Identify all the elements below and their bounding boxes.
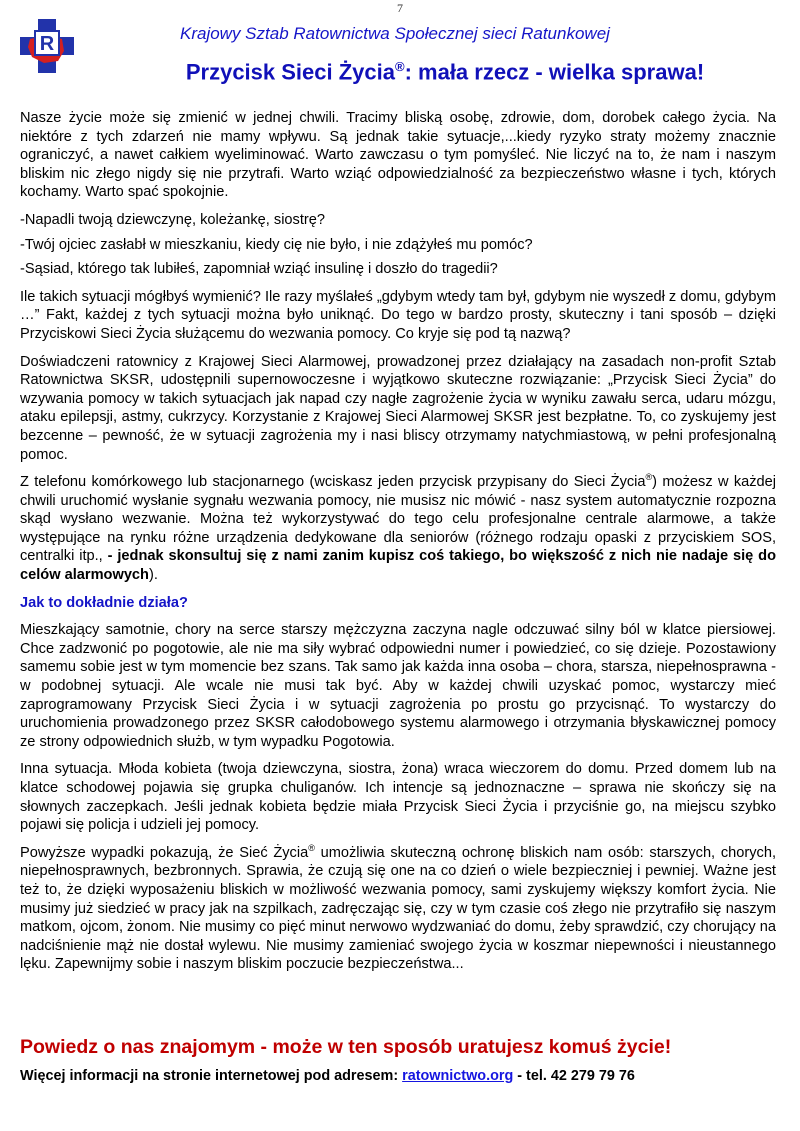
paragraph-example-1: Mieszkający samotnie, chory na serce starszy mężczyzna zaczyna nagle odczuwać silny ból w klatce piersiowej. Chce zadzwonić po pogotowie, ale nie ma siły wybrać odpowiedni numer i powiedzieć, co się dzieje. Pozostawiony samemu sobie jest w tym momencie bez szans. Tak samo jak każda inna osoba – chora, starsza, niepełnosprawna - w podobnej sytuacji. Ale wcale nie musi tak być. Aby w każdej chwili uzyskać pomoc, wystarczy mieć zaprogramowany Przycisk Sieci Życia i w sytuacji zagrożenia po prostu go przycisnąć. To wystarczy do uruchomienia prowadzonego przez SKSR całodobowego systemu alarmowego i otrzymania błyskawicznej pomocy ze strony odpowiednich służb, w tym wypadku Pogotowia.: [20, 622, 776, 750]
organization-logo: [18, 17, 76, 75]
page-number: 7: [397, 1, 403, 15]
paragraph-phone-middle: ) możesz w każdej chwili uruchomić wysłanie sygnału wezwania pomocy, nie musisz nic mówić - nasz system automatycznie rozpozna skąd wysłano wezwanie. Można też wykorzystywać do tego celu profesjonalne centrale alarmowe, a także występujące na rynku różne urządzenia dedykowane dla seniorów (różnego rodzaju opaski z przyciskiem SOS, centralki itp.,: [20, 474, 777, 565]
paragraph-phone-warning: - jednak skonsultuj się z nami zanim kupisz coś takiego, bo większość z nich nie nadaje się do celów alarmowych: [20, 548, 777, 584]
paragraph-situations: Ile takich sytuacji mógłbyś wymienić? Ile razy myślałeś „gdybym wtedy tam był, gdybym nie wyszedł z domu, gdybym …” Fakt, każdej z tych sytuacji można było uniknąć. Do tego w bardzo prosty, skuteczny i tani sposób – dzięki Przyciskowi Sieci Życia służącemu do wezwania pomocy. Co kryje się pod tą nazwą?: [20, 288, 776, 342]
call-to-action: Powiedz o nas znajomym - może w ten sposób uratujesz komuś życie!: [20, 1036, 672, 1058]
organization-name: Krajowy Sztab Ratownictwa Społecznej sieci Ratunkowej: [180, 24, 610, 43]
logo-letter: R: [39, 33, 55, 55]
paragraph-summary: [20, 844, 776, 974]
section-heading: Jak to dokładnie działa?: [20, 594, 188, 611]
registered-mark: ®: [394, 59, 405, 74]
registered-mark: ®: [308, 842, 315, 853]
footer-info: [20, 1068, 780, 1084]
footer-phone: - tel. 42 279 79 76: [513, 1068, 635, 1084]
article-body: [20, 109, 776, 983]
title-rest: : mała rzecz - wielka sprawa!: [404, 59, 705, 85]
paragraph-phone-start: Z telefonu komórkowego lub stacjonarnego (wciskasz jeden przycisk przypisany do Sieci Życia: [20, 474, 646, 491]
title-main: Przycisk Sieci Życia: [185, 59, 395, 85]
registered-mark: ®: [645, 472, 653, 483]
paragraph-phone-end: ).: [148, 567, 158, 584]
question-3: -Sąsiad, którego tak lubiłeś, zapomniał wziąć insulinę i doszło do tragedii?: [20, 261, 498, 278]
page-title: [100, 59, 790, 85]
website-link[interactable]: ratownictwo.org: [402, 1068, 514, 1084]
paragraph-rescuers: Doświadczeni ratownicy z Krajowej Sieci Alarmowej, prowadzonej przez działający na zasadach non-profit Sztab Ratownictwa SKSR, udostępnili supernowoczesne i wyjątkowo skuteczne rozwiązanie: „Przycisk Sieci Życia” do wzywania pomocy w takich sytuacjach jak napad czy nagłe zagrożenie życia w wyniku zawału serca, udaru mózgu, ataku epilepsji, astmy, cukrzycy. Korzystanie z Krajowej Sieci Alarmowej SKSR jest bezpłatne. To, co zyskujemy jest bezcenne – pewność, że w sytuacji zagrożenia my i nasi bliscy otrzymamy natychmiastową, w pełni profesjonalną pomoc.: [20, 353, 776, 463]
paragraph-intro: Nasze życie może się zmienić w jednej chwili. Tracimy bliską osobę, zdrowie, dom, dorobek całego życia. Na niektóre z tych zdarzeń nie mamy wpływu. Są jednak takie sytuacje,...kiedy ryzyko straty możemy znacznie ograniczyć, a nawet całkiem wyeliminować. Warto zawczasu o tym pomyśleć. Nie liczyć na to, że nam i naszym bliskim nic złego nigdy się nie przytrafi. Warto wziąć odpowiedzialność za bezpieczeństwo własne i tych, których kochamy. Warto spać spokojnie.: [20, 110, 776, 201]
paragraph-example-2: Inna sytuacja. Młoda kobieta (twoja dziewczyna, siostra, żona) wraca wieczorem do domu. Przed domem lub na klatce schodowej pojawia się grupka chuliganów. Ich intencje są jednoznaczne – sprawa nie skończy się na słownych zaczepkach. Jeśli jednak kobieta będzie miała Przycisk Sieci Życia i przyciśnie go, na miejscu szybko pojawi się policja i udzieli jej pomocy.: [20, 761, 776, 834]
footer-prefix: Więcej informacji na stronie internetowej pod adresem:: [20, 1068, 403, 1084]
paragraph-summary-rest: umożliwia skuteczną ochronę bliskich nam osób: starszych, chorych, niepełnosprawnych, bezbronnych. Sprawia, że czują się one na co dzień o wiele bezpieczniej i pewniej. Ważne jest też to, że dzięki wyposażeniu bliskich w możliwość wezwania pomocy, sami zyskujemy większy komfort życia. Nie musimy już siedzieć w pracy jak na szpilkach, zadręczając się, czy w tym czasie coś złego nie przytrafiło się naszym matkom, ojcom, żonom. Nie musimy co pięć minut nerwowo wydzwaniać do domu, żeby sprawdzić, czy chorujący na nadciśnienie mąż nie dostał wylewu. Nie musimy zamieniać swojego życia w koszmar niepewności i nieustannego lęku. Zapewnijmy sobie i naszym bliskim poczucie bezpieczeństwa...: [20, 844, 776, 973]
paragraph-summary-start: Powyższe wypadki pokazują, że Sieć Życia: [20, 844, 309, 861]
question-1: -Napadli twoją dziewczynę, koleżankę, siostrę?: [20, 211, 325, 228]
question-2: -Twój ojciec zasłabł w mieszkaniu, kiedy cię nie było, i nie zdążyłeś mu pomóc?: [20, 236, 533, 253]
paragraph-phone: [20, 473, 776, 585]
